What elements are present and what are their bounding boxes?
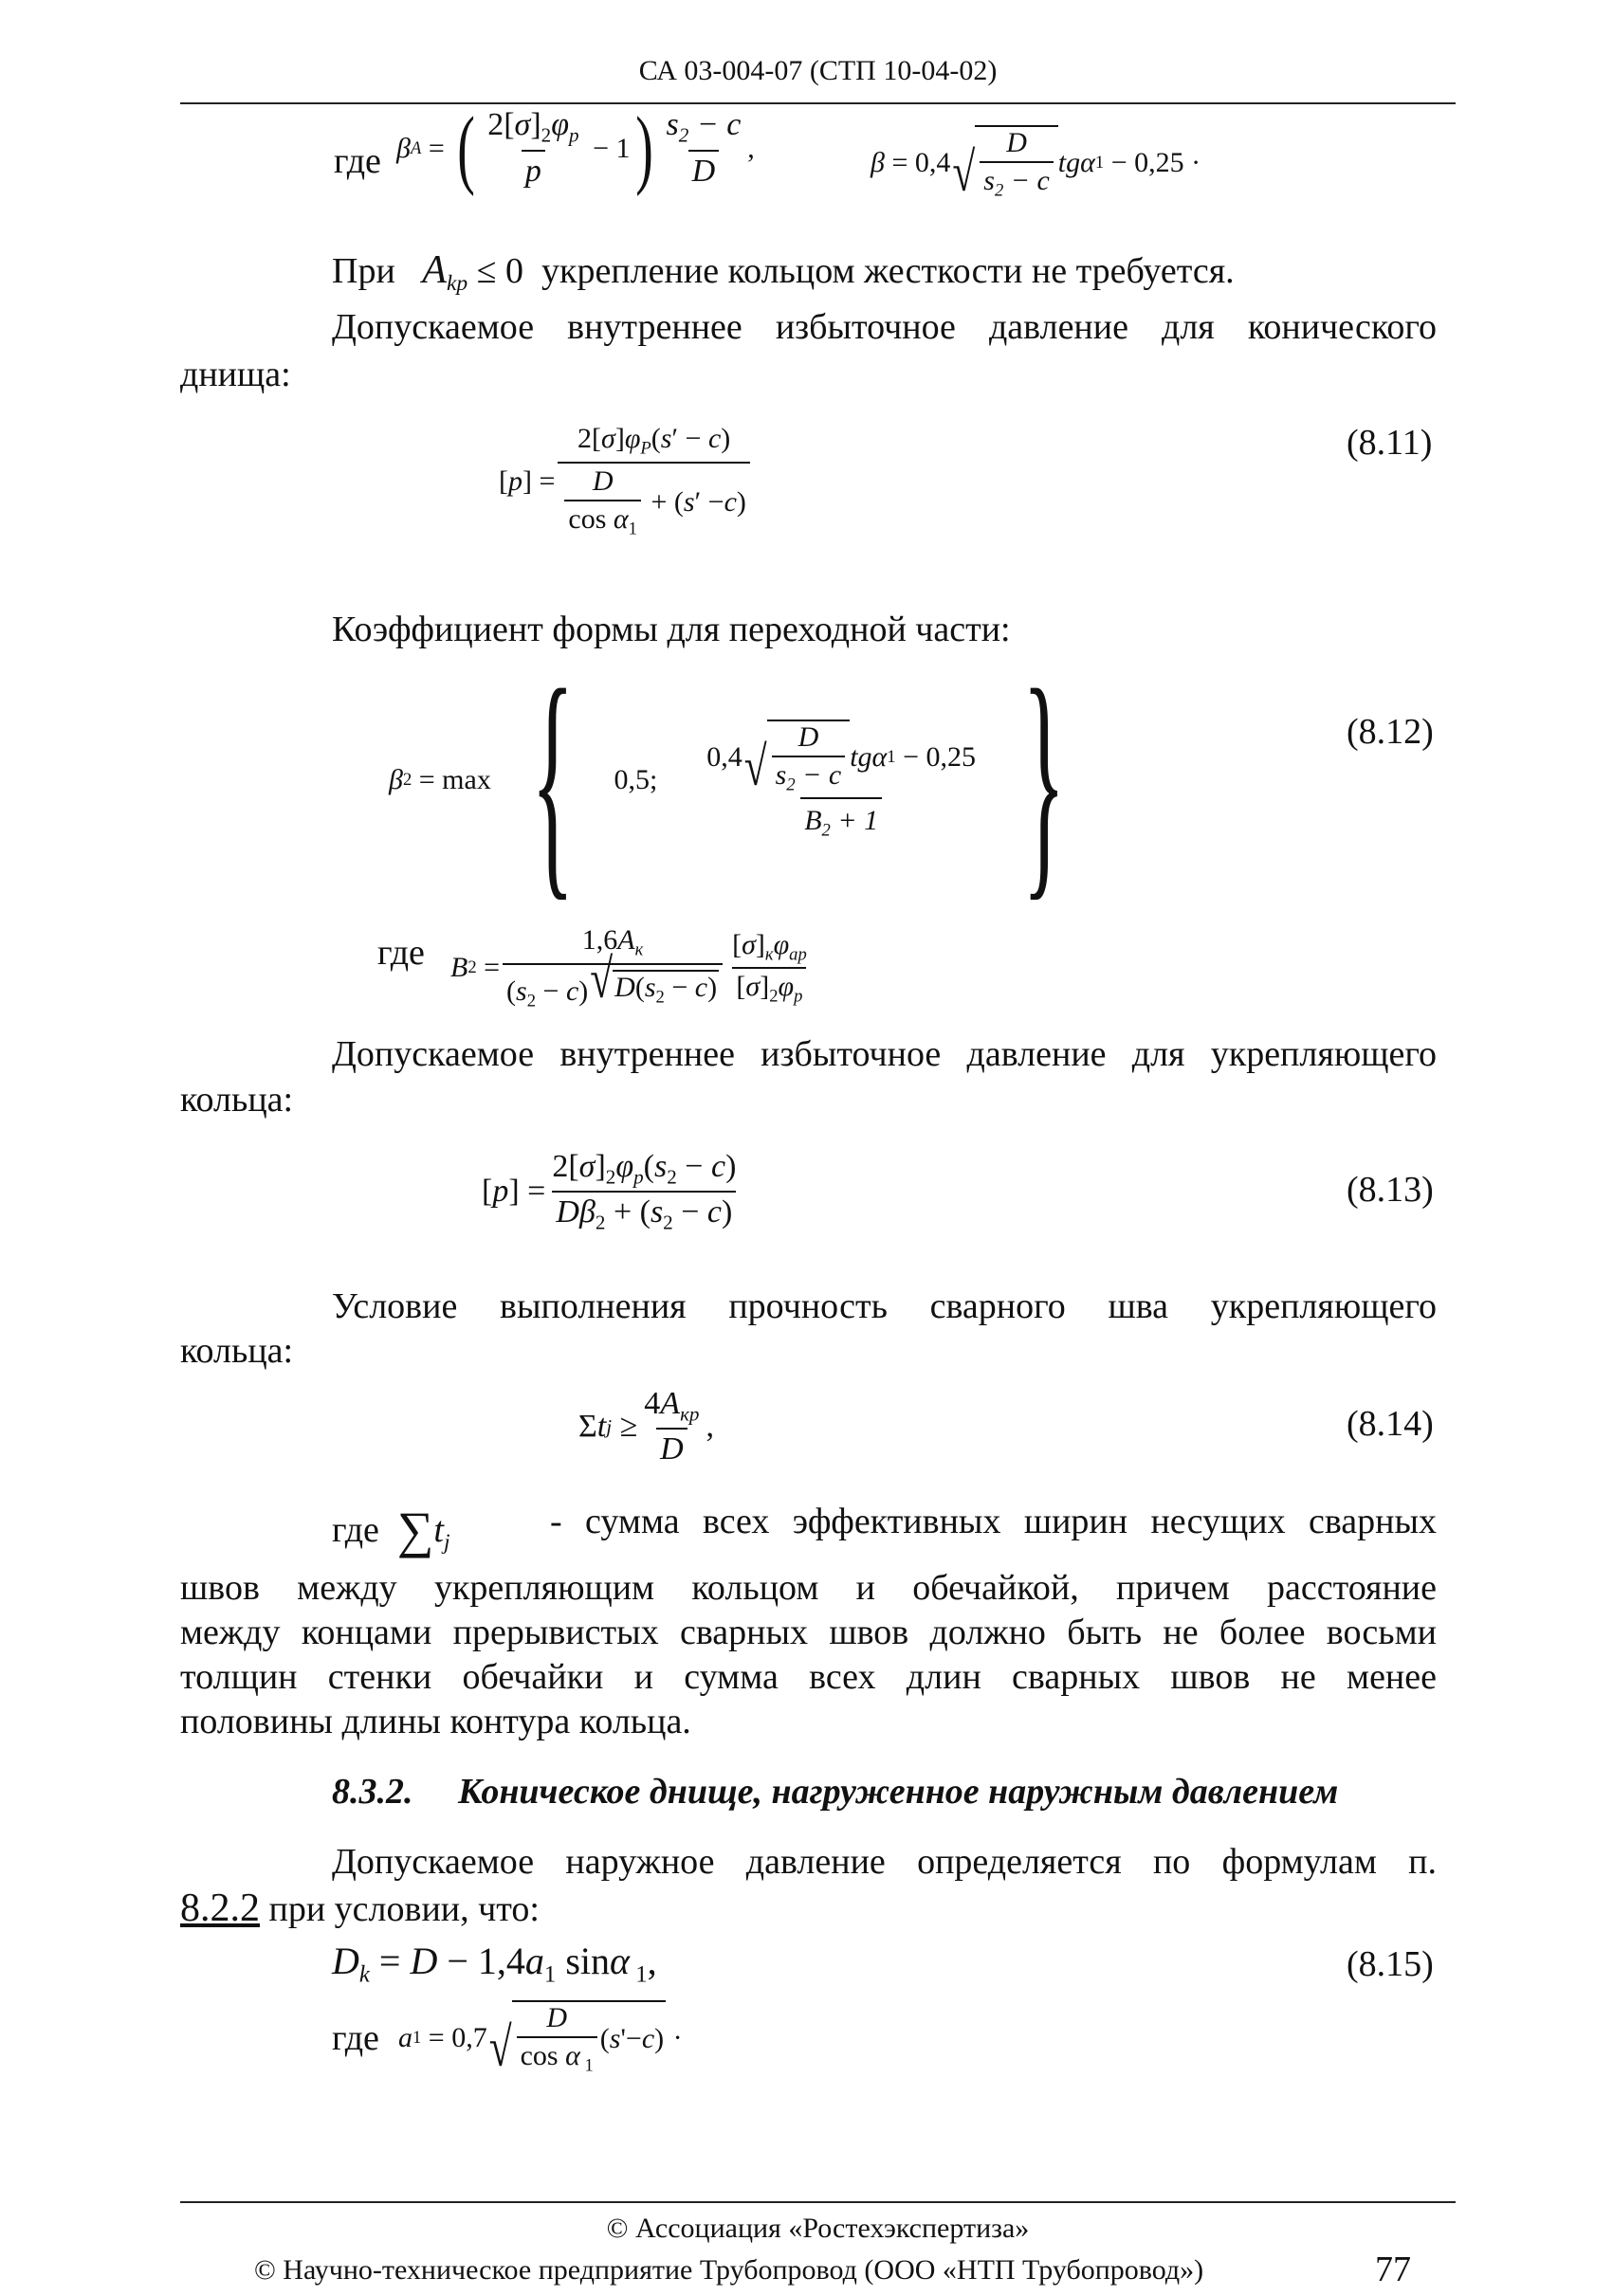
const-04-b: 0,4	[706, 740, 742, 773]
paragraph-5-start: где $\sum t_j$	[332, 1502, 450, 1558]
const-025: 0,25	[1134, 147, 1184, 179]
eq-number-8-14: (8.14)	[1347, 1404, 1434, 1444]
paragraph-5-line-1: - сумма всех эффективных ширин несущих сварных	[550, 1502, 1437, 1541]
formula-a1: a 1 = 0,7 √ $\frac{D}{\cos \alpha _1}$ ( s '− c ) ·	[398, 2002, 683, 2079]
const-05: 0,5;	[614, 764, 658, 795]
formula-8-12: β 2 = max { 0,5; 0,4 √ $\frac{D}{s_2 - c}$ tgα 1 − 0,25 $B_2 + 1$ }	[389, 638, 1066, 921]
where-label-3: где	[332, 1510, 379, 1550]
eq-number-8-11: (8.11)	[1347, 423, 1433, 463]
paragraph-3-line-1: Допускаемое внутреннее избыточное давление для укрепляющего	[332, 1034, 1437, 1074]
where-label-4: где	[332, 2018, 379, 2058]
paragraph-1-line-1: Допускаемое внутреннее избыточное давление для конического	[332, 307, 1437, 347]
section-heading	[332, 1773, 1338, 1813]
paragraph-5-line-3: между концами прерывистых сварных швов должно быть не более восьми	[180, 1613, 1437, 1652]
const-04: 0,4	[914, 147, 951, 179]
formula-8-13: [ p ] = $\frac{2[\sigma]_2\varphi_p(s_2 - c)}{D\beta_2 + (s_2 - c)}$	[482, 1149, 737, 1234]
paragraph-5-line-5: половины длины контура кольца.	[180, 1702, 691, 1741]
akp-cond: ≤ 0	[476, 251, 524, 291]
paragraph-6-line-2	[180, 1886, 540, 1930]
footer-line-2: © Научно-техническое предприятие Трубопровод (ООО «НТП Трубопровод»)	[254, 2254, 1204, 2286]
when-prefix: При	[332, 251, 395, 291]
paragraph-5-line-2: швов между укрепляющим кольцом и обечайкой, причем расстояние	[180, 1568, 1437, 1608]
formula-b2: B 2 = $1,6A_к$ $(s_2 - c)$ √ $D(s_2 - c)$ $\frac{[\sigma]_к\varphi_{ap}}{[\sigma]_2\varphi_p}$	[450, 924, 807, 1011]
paragraph-4-line-2: кольца:	[180, 1331, 294, 1371]
paragraph-6-line-1: Допускаемое наружное давление определяется по формулам п.	[332, 1842, 1437, 1882]
footer-line-1: © Ассоциация «Ростехэкспертиза»	[606, 2213, 1030, 2244]
where-label-2: где	[377, 933, 425, 973]
footer-rule	[180, 2201, 1456, 2203]
formula-beta: β = 0,4 √ $\frac{D}{s_2 - c}$ tgα 1 − 0,25 ·	[871, 127, 1201, 204]
section-number: 8.3.2.	[332, 1772, 413, 1812]
condition-line: При $A_{kp} \le 0$ укрепление кольцом жесткости не требуется.	[332, 248, 1235, 297]
paragraph-6-rest: при условии, что:	[268, 1889, 540, 1929]
paragraph-5-line-4: толщин стенки обечайки и сумма всех длин сварных швов не менее	[180, 1657, 1437, 1697]
section-link-8-2-2[interactable]: 8.2.2	[180, 1886, 260, 1930]
header-rule	[180, 102, 1456, 104]
section-title: Коническое днище, нагруженное наружным давлением	[458, 1772, 1339, 1812]
eq-number-8-13: (8.13)	[1347, 1170, 1434, 1210]
page-number: 77	[1375, 2250, 1411, 2289]
akp-text: укрепление кольцом жесткости не требуется.	[541, 251, 1235, 291]
paragraph-4-line-1: Условие выполнения прочность сварного шва укрепляющего	[332, 1286, 1437, 1326]
where-label-1: где	[334, 141, 381, 181]
paragraph-3-line-2: кольца:	[180, 1080, 294, 1120]
paragraph-2: Коэффициент формы для переходной части:	[332, 610, 1011, 649]
const-07: 0,7	[451, 2022, 487, 2054]
const-14: 1,4	[477, 1940, 525, 1982]
formula-beta-a: β A = ( $\frac{2[\sigma]_2\varphi_p}{p}$ − 1 ) $\frac{s_2 - c}{D}$ ,	[396, 100, 755, 197]
eq-number-8-12: (8.12)	[1347, 712, 1434, 752]
eq-number-8-15: (8.15)	[1347, 1944, 1434, 1984]
const-025-b: 0,25	[926, 740, 977, 773]
const-16: 1,6	[581, 924, 618, 956]
max-label: max	[442, 764, 491, 795]
formula-8-14: Σ t j ≥ $\frac{4A_{кр}}{D}$ ,	[578, 1386, 714, 1467]
formula-8-11: [ p ] = $2[\sigma]\varphi_P(s' - c)$ $\frac{D}{\cos \alpha_1}$ + ( s ′ − c )	[499, 423, 753, 539]
paragraph-1-line-2: днища:	[180, 355, 291, 394]
formula-8-15: $D_k = D - 1,4a_1$ sinα $_1$,	[332, 1940, 657, 1988]
running-header: СА 03-004-07 (СТП 10-04-02)	[638, 55, 998, 86]
